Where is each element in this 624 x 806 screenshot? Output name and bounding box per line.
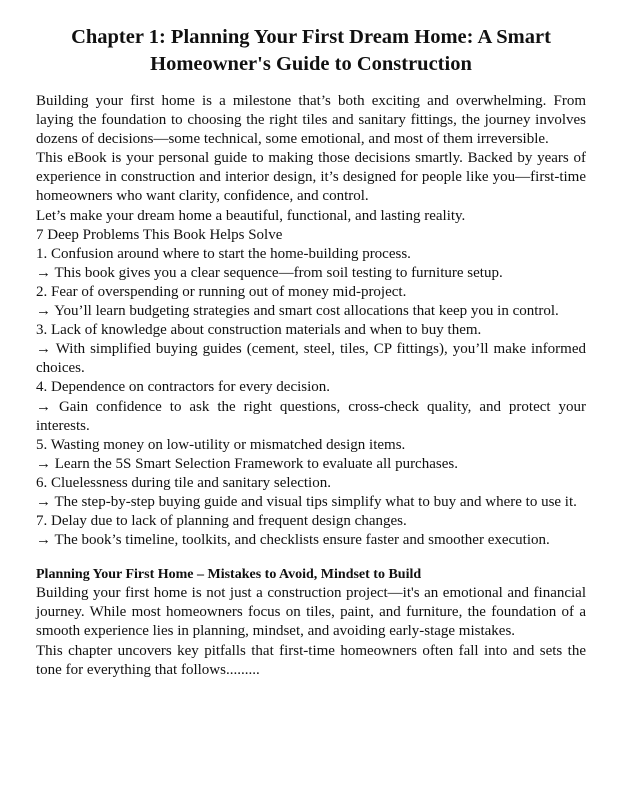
intro-section xyxy=(36,92,586,226)
solution-item: → The step-by-step buying guide and visual tips simplify what to buy and where to use it. xyxy=(36,493,577,510)
intro-paragraph: Let’s make your dream home a beautiful, functional, and lasting reality. xyxy=(36,207,466,224)
problem-item: 7. Delay due to lack of planning and frequent design changes. xyxy=(36,513,407,530)
problem-item: 5. Wasting money on low-utility or mismatched design items. xyxy=(36,436,406,453)
section-paragraph: Building your first home is not just a construction project—it's an emotional and financial journey. While most homeowners focus on tiles, paint, and furniture, the foundation of a smooth experience lies in planning, mindset, and avoiding early-stage mistakes. xyxy=(36,585,586,640)
section-spacer xyxy=(36,550,586,565)
intro-paragraph: This eBook is your personal guide to making those decisions smartly. Backed by years of experience in construction and interior design, it’s designed for people like you—first-time homeowners who want clarity, confidence, and control. xyxy=(36,150,586,205)
problem-item: 1. Confusion around where to start the home-building process. xyxy=(36,245,411,262)
chapter-title xyxy=(36,24,586,78)
chapter-title-line-2: Homeowner's Guide to Construction xyxy=(150,53,472,75)
problem-item: 3. Lack of knowledge about construction materials and when to buy them. xyxy=(36,322,482,339)
problems-heading: 7 Deep Problems This Book Helps Solve xyxy=(36,226,283,243)
solution-item: → You’ll learn budgeting strategies and smart cost allocations that keep you in control. xyxy=(36,303,559,320)
solution-item: → Learn the 5S Smart Selection Framework to evaluate all purchases. xyxy=(36,455,458,472)
solution-item: → Gain confidence to ask the right questions, cross-check quality, and protect your interests. xyxy=(36,398,586,434)
section-paragraph: This chapter uncovers key pitfalls that first-time homeowners often fall into and sets the tone for everything that follows......... xyxy=(36,642,586,678)
chapter-title-line-1: Chapter 1: Planning Your First Dream Home: A Smart xyxy=(71,26,551,48)
solution-item: → This book gives you a clear sequence—from soil testing to furniture setup. xyxy=(36,264,503,281)
problem-item: 2. Fear of overspending or running out of money mid-project. xyxy=(36,283,407,300)
solution-item: → With simplified buying guides (cement, steel, tiles, CP fittings), you’ll make informed choices. xyxy=(36,341,586,377)
section-heading: Planning Your First Home – Mistakes to Avoid, Mindset to Build xyxy=(36,567,422,583)
planning-section xyxy=(36,565,586,679)
problems-section xyxy=(36,226,586,551)
problem-item: 4. Dependence on contractors for every decision. xyxy=(36,379,331,396)
intro-paragraph: Building your first home is a milestone that’s both exciting and overwhelming. From laying the foundation to choosing the right tiles and sanitary fittings, the journey involves dozens of decisions—some technical, some emotional, and most of them irreversible. xyxy=(36,93,586,148)
solution-item: → The book’s timeline, toolkits, and checklists ensure faster and smoother execution. xyxy=(36,532,550,549)
problem-item: 6. Cluelessness during tile and sanitary selection. xyxy=(36,474,331,491)
